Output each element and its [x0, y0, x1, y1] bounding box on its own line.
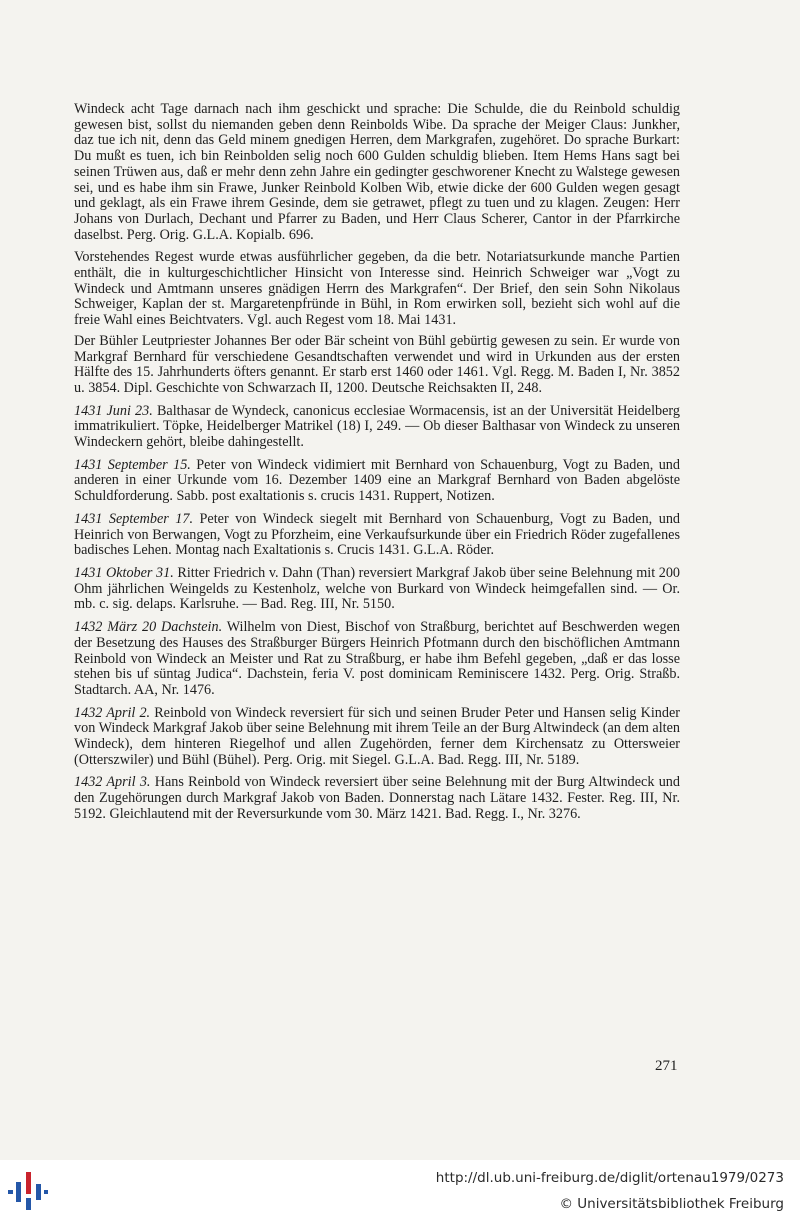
- viewer-footer: [0, 1160, 800, 1220]
- entry-text: Reinbold von Windeck reversiert für sich und seinen Bruder Peter und Hansen selig Kinder von Windeck Markgraf Jakob über seine Belehnung mit ihrem Teile an der Burg Altwindeck (an dem alten Windeck), dem hinteren Riegelhof und allen Zugehörden, ferner dem Kirchensatz zu Ottersweier (Otterszwiler) und Bühl (Bühel). Perg. Orig. mit Siegel. G.L.A. Bad. Regg. III, Nr. 5189.: [74, 704, 680, 768]
- entry-date: 1432 März 20 Dachstein.: [74, 619, 223, 636]
- page-number: 271: [655, 1058, 678, 1074]
- entry-text: Wilhelm von Diest, Bischof von Straßburg, berichtet auf Beschwerden wegen der Besetzung des Hauses des Straßburger Bürgers Heinrich Pfotmann durch den bischöflichen Amtmann Reinbold von Windeck an Meister und Rat zu Straßburg, er habe ihm Befehl gegeben, „daß er das losse stehen bis uf süntag Judica“. Dachstein, feria V. post dominicam Reminiscere 1432. Perg. Orig. Straßb. Stadtarch. AA, Nr. 1476.: [74, 619, 680, 698]
- entry-date: 1431 September 15.: [74, 456, 191, 473]
- regest-entry: [74, 706, 680, 769]
- entry-text: Peter von Windeck siegelt mit Bernhard von Schauenburg, Vogt zu Baden, und Heinrich von Berwangen, Vogt zu Pforzheim, eine Verkaufsurkunde über ein Friedrich Röder zugefallenes badisches Lehen. Montag nach Exaltationis s. Crucis 1431. G.L.A. Röder.: [74, 510, 681, 559]
- commentary-paragraph: Vorstehendes Regest wurde etwas ausführlicher gegeben, da die betr. Notariatsurkunde manche Partien enthält, die in kulturgeschichtlicher Hinsicht von Interesse sind. Heinrich Schweiger war „Vogt zu Windeck und Amtmann unseres gnädigen Herrn des Markgrafen“. Der Brief, den sein Sohn Nikolaus Schweiger, Kaplan der st. Margaretenpfründe in Bühl, in Rom erwirken soll, bezieht sich wohl auf die freie Wahl eines Beichtvaters. Vgl. auch Regest vom 18. Mai 1431.: [74, 249, 680, 329]
- commentary-paragraph: Der Bühler Leutpriester Johannes Ber oder Bär scheint von Bühl gebürtig gewesen zu sein. Er wurde von Markgraf Bernhard für verschiedene Gesandtschaften verwendet und wird in Urkunden aus der ersten Hälfte des 15. Jahrhunderts öfters genannt. Er starb erst 1460 oder 1461. Vgl. Regg. M. Baden I, Nr. 3852 u. 3854. Dipl. Geschichte von Schwarzach II, 1200. Deutsche Reichsakten II, 248.: [74, 332, 680, 396]
- entry-date: 1432 April 3.: [74, 774, 151, 791]
- regest-entry: [74, 404, 680, 451]
- entry-date: 1431 Juni 23.: [74, 402, 153, 419]
- entry-text: Balthasar de Wyndeck, canonicus ecclesiae Wormacensis, ist an der Universität Heidelberg immatrikuliert. Töpke, Heidelberger Matrikel (18) I, 249. — Ob dieser Balthasar von Windeck zu unseren Windeckern gehört, bleibe dahingestellt.: [74, 402, 680, 451]
- regest-entry: [74, 512, 680, 559]
- entry-date: 1431 Oktober 31.: [74, 564, 174, 581]
- entry-date: 1431 September 17.: [74, 510, 193, 527]
- entry-date: 1432 April 2.: [74, 704, 151, 721]
- entry-text: Ritter Friedrich v. Dahn (Than) reversiert Markgraf Jakob über seine Belehnung mit 200 Ohm jährlichen Weingelds zu Kestenholz, welche von Burkard von Windeck heimgefallen sind. — Or. mb. c. sig. delaps. Karlsruhe. — Bad. Reg. III, Nr. 5150.: [74, 564, 681, 613]
- ub-freiburg-logo-icon[interactable]: [6, 1170, 50, 1212]
- page-text: [74, 102, 680, 830]
- copyright-notice: © Universitätsbibliothek Freiburg: [559, 1196, 784, 1212]
- regest-entry: [74, 566, 680, 613]
- continued-paragraph: Windeck acht Tage darnach nach ihm geschickt und sprache: Die Schulde, die du Reinbold schuldig gewesen bist, sollst du niemanden geben denn Reinbolds Wibe. Da sprache der Meiger Claus: Junkher, daz tue ich nit, denn das Geld minem gnedigen Herren, dem Markgrafen, zugehöret. Do sprache Burkart: Du mußt es tuen, ich bin Reinbolden selig noch 600 Gulden schuldig blieben. Item Hems Hans sagt bei seinen Trüwen aus, daß er mehr denn zehn Jahre ein gedingter geschworener Knecht zu Walstege gewesen sei, und es habe ihm sin Frawe, Junker Reinbold Kolben Wib, etwie dicke der 600 Gulden wegen gesagt und geklagt, als ein Frawe ihrem Gesinde, dem sie getrawet, pflegt zu tuen und zu klagen. Zeugen: Herr Johans von Durlach, Dechant und Pfarrer zu Baden, und Herr Claus Scherer, Cantor in der Pfarrkirche daselbst. Perg. Orig. G.L.A. Kopialb. 696.: [74, 101, 680, 243]
- regest-entry: [74, 775, 680, 822]
- regest-entry: [74, 620, 680, 699]
- entry-text: Hans Reinbold von Windeck reversiert über seine Belehnung mit der Burg Altwindeck und den Zugehörungen durch Markgraf Jakob von Baden. Donnerstag nach Lätare 1432. Fester. Reg. III, Nr. 5192. Gleichlautend mit der Reversurkunde vom 30. März 1421. Bad. Regg. I., Nr. 3276.: [74, 774, 680, 822]
- permalink-link[interactable]: http://dl.ub.uni-freiburg.de/diglit/ortenau1979/0273: [435, 1170, 784, 1186]
- regest-entry: [74, 458, 680, 505]
- entry-text: Peter von Windeck vidimiert mit Bernhard von Schauenburg, Vogt zu Baden, und anderen in einer Urkunde vom 16. Dezember 1409 eine an Markgraf Bernhard von Baden abgelöste Schuldforderung. Sabb. post exaltationis s. crucis 1431. Ruppert, Notizen.: [74, 456, 680, 505]
